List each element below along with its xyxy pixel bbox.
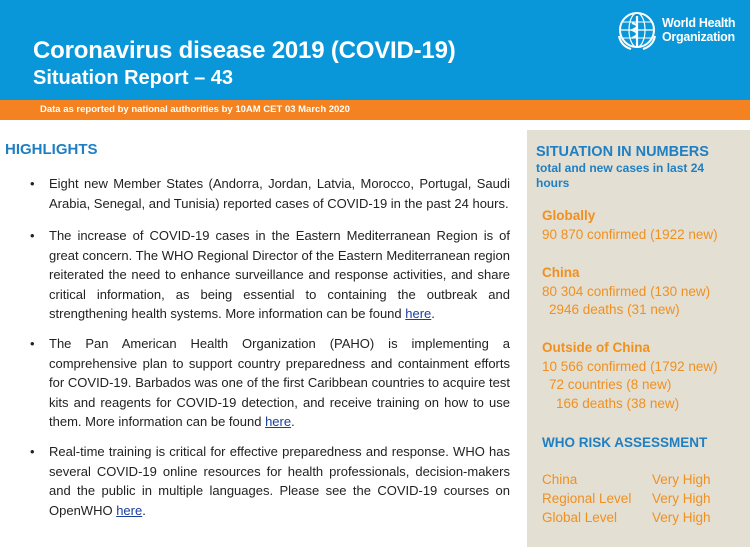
bullet-dot-icon: • <box>30 444 35 459</box>
highlight-text: The increase of COVID-19 cases in the Eastern Mediterranean Region is of great concern. The WHO Regional Director of the Eastern Mediterranean region reiterated the need to enhance surveillance and response activities, and share critical information, as being essential to containing the outbreak and strengthening health systems. More information can be found <box>49 228 510 322</box>
risk-assessment-heading: WHO RISK ASSESSMENT <box>542 435 708 450</box>
bullet-dot-icon: • <box>30 176 35 191</box>
risk-label: Regional Level <box>542 491 632 506</box>
risk-row-china <box>542 472 742 487</box>
logo-text-line2: Organization <box>662 30 735 44</box>
who-logo-text <box>662 16 735 44</box>
outside-china-deaths: 166 deaths (38 new) <box>556 396 680 411</box>
risk-label: Global Level <box>542 510 618 525</box>
situation-heading: SITUATION IN NUMBERS <box>536 144 709 160</box>
here-link[interactable]: here <box>405 306 432 322</box>
highlight-text: Real-time training is critical for effective preparedness and response. WHO has several COVID-19 online resources for health professionals, decision-makers and the public in multiple languages. Please see the COVID-19 courses on OpenWHO <box>49 444 510 518</box>
report-header <box>0 0 750 100</box>
outside-china-heading: Outside of China <box>542 340 650 355</box>
china-deaths: 2946 deaths (31 new) <box>549 302 680 317</box>
highlights-heading: HIGHLIGHTS <box>5 141 98 158</box>
highlight-period: . <box>142 502 146 518</box>
risk-row-global <box>542 510 742 525</box>
situation-subheading: total and new cases in last 24 hours <box>536 161 705 190</box>
highlight-bullet-1 <box>30 174 510 213</box>
china-heading: China <box>542 265 580 280</box>
risk-level: Very High <box>652 472 711 487</box>
highlight-text-wrap <box>49 226 510 324</box>
risk-level: Very High <box>652 491 711 506</box>
risk-level: Very High <box>652 510 711 525</box>
data-date-text: Data as reported by national authorities by 10AM CET 03 March 2020 <box>40 104 350 115</box>
outside-china-confirmed: 10 566 confirmed (1792 new) <box>542 359 718 374</box>
highlight-text: Eight new Member States (Andorra, Jordan, Latvia, Morocco, Portugal, Saudi Arabia, Senegal, and Tunisia) reported cases of COVID-19 in the past 24 hours. <box>49 176 510 211</box>
globally-heading: Globally <box>542 208 596 223</box>
highlight-period: . <box>431 306 435 322</box>
highlight-period: . <box>291 414 295 430</box>
highlight-bullet-2 <box>30 226 510 324</box>
data-date-bar <box>0 100 750 120</box>
who-logo <box>617 10 750 50</box>
outside-china-countries: 72 countries (8 new) <box>549 377 672 392</box>
risk-label: China <box>542 472 578 487</box>
highlight-text-wrap <box>49 442 510 520</box>
china-confirmed: 80 304 confirmed (130 new) <box>542 284 711 299</box>
risk-row-regional <box>542 491 742 506</box>
here-link[interactable]: here <box>116 502 143 518</box>
highlight-text: The Pan American Health Organization (PAHO) is implementing a comprehensive plan to support country preparedness and containment efforts for COVID-19. Barbados was one of the first Caribbean countries to acquire test kits and reagents for COVID-19 detection, and receive training on how to use them. More information can be found <box>49 336 510 430</box>
bullet-dot-icon: • <box>30 336 35 351</box>
report-subtitle: Situation Report – 43 <box>33 67 234 89</box>
globally-confirmed: 90 870 confirmed (1922 new) <box>542 227 718 242</box>
highlights-section <box>0 120 525 547</box>
highlight-text-wrap <box>49 334 510 432</box>
here-link[interactable]: here <box>265 414 292 430</box>
highlight-bullet-4 <box>30 442 510 520</box>
bullet-dot-icon: • <box>30 228 35 243</box>
report-title: Coronavirus disease 2019 (COVID-19) <box>33 37 456 64</box>
logo-text-line1: World Health <box>662 16 736 30</box>
situation-panel <box>527 130 750 547</box>
highlight-bullet-3 <box>30 334 510 432</box>
who-emblem-icon <box>617 10 657 50</box>
